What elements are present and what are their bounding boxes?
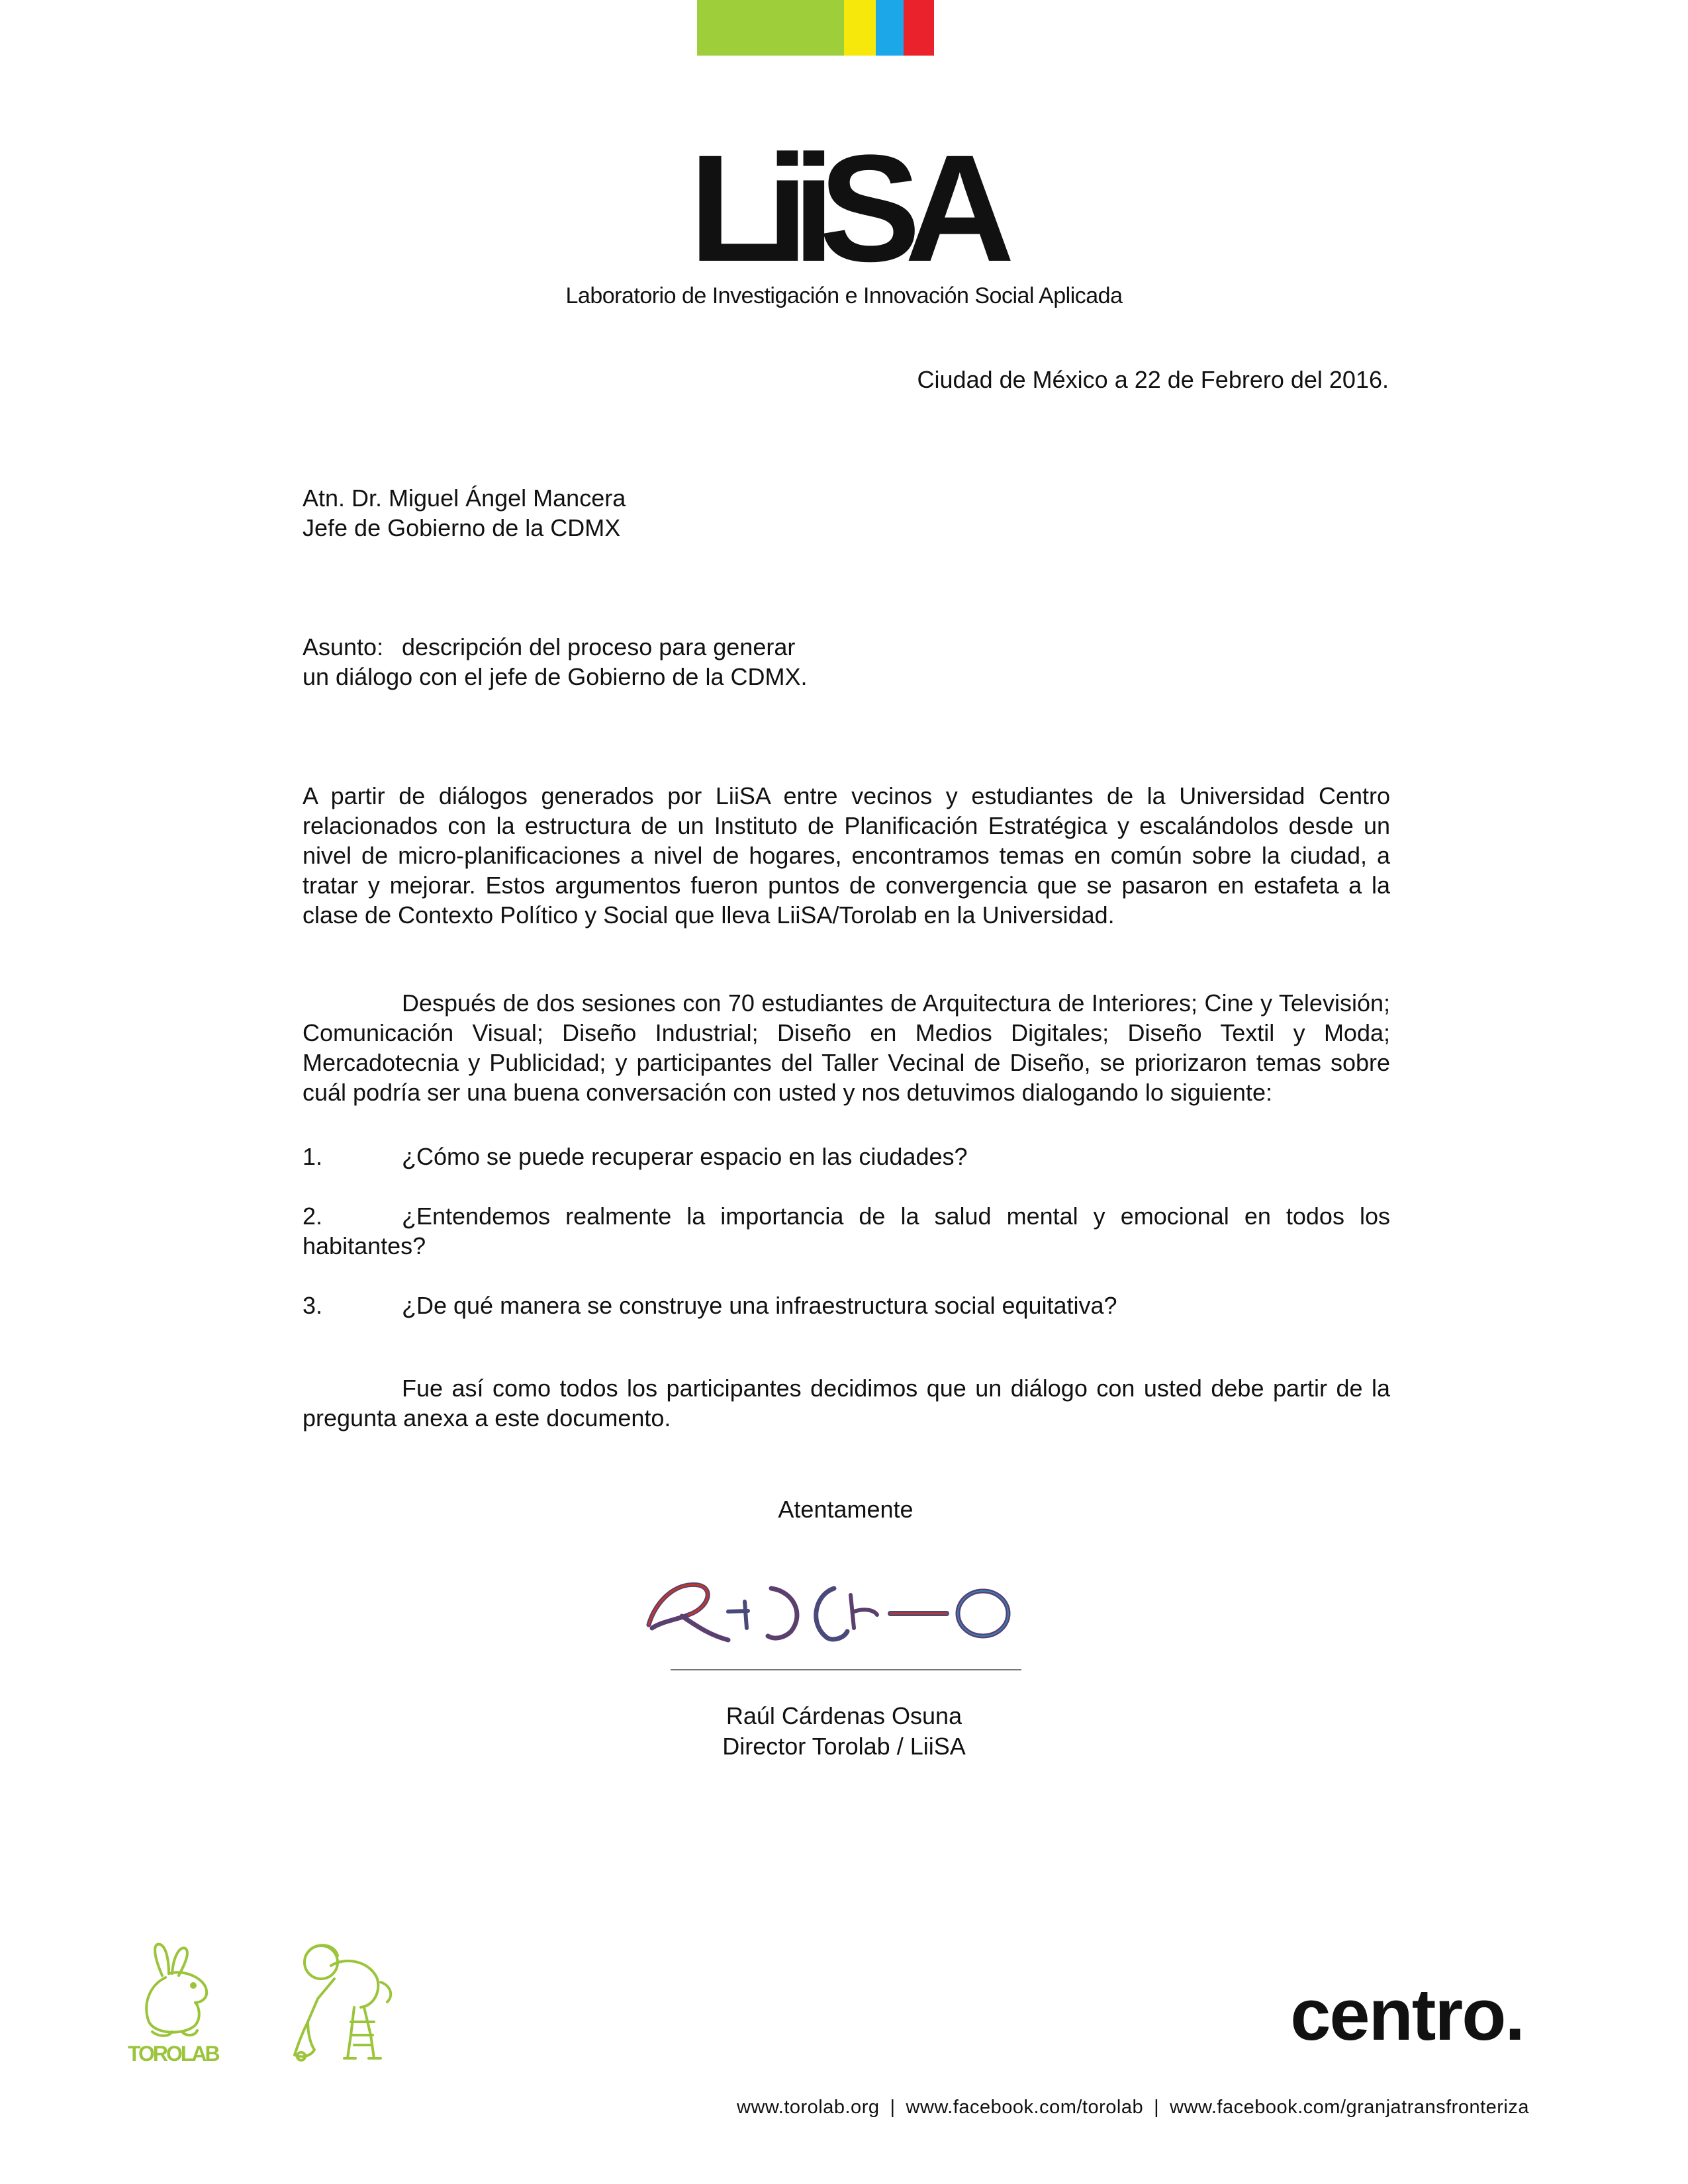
liisa-logo: LiiSA: [689, 123, 999, 293]
footer-links: [737, 2097, 1529, 2118]
organization-subtitle: Laboratorio de Investigación e Innovación Social Aplicada: [565, 283, 1123, 308]
torolab-website-link[interactable]: www.torolab.org: [737, 2097, 880, 2118]
list-item-number: 1.: [303, 1143, 323, 1170]
color-bar-yellow: [844, 0, 876, 56]
subject-label: Asunto:: [303, 633, 384, 660]
list-item-number: 2.: [303, 1203, 323, 1230]
color-bar-red: [904, 0, 934, 56]
subject-line-2: un diálogo con el jefe de Gobierno de la CDMX.: [303, 663, 808, 690]
link-separator: |: [1154, 2097, 1160, 2118]
list-item: [303, 1201, 1390, 1261]
list-item-number: 3.: [303, 1292, 323, 1319]
signer: [0, 1701, 1688, 1762]
question-list: [303, 1142, 1390, 1350]
gardener-illustration-icon: [281, 1936, 414, 2068]
list-item-text: ¿De qué manera se construye una infraestructura social equitativa?: [402, 1292, 1117, 1319]
addressee: [303, 483, 1390, 543]
body-paragraph-1: A partir de diálogos generados por LiiSA entre vecinos y estudiantes de la Universidad Centro relacionados con la estructura de un Instituto de Planificación Estratégica y escalándolos desde un nivel de micro-planificaciones a nivel de hogares, encontramos temas en común sobre la ciudad, a tratar y mejorar. Estos argumentos fueron puntos de convergencia que se pasaron en estafeta a la clase de Contexto Político y Social que lleva LiiSA/Torolab en la Universidad.: [303, 782, 1390, 929]
addressee-name: Atn. Dr. Miguel Ángel Mancera: [303, 484, 626, 512]
color-bar-green: [697, 0, 844, 56]
addressee-title: Jefe de Gobierno de la CDMX: [303, 514, 621, 541]
signature-line: [671, 1669, 1021, 1670]
signer-title: Director Torolab / LiiSA: [722, 1733, 966, 1760]
letter-date: Ciudad de México a 22 de Febrero del 2016.: [917, 366, 1389, 393]
torolab-label: TOROLAB: [128, 2042, 218, 2066]
granja-facebook-link[interactable]: www.facebook.com/granjatransfronteriza: [1170, 2097, 1529, 2118]
color-bar-blue: [876, 0, 904, 56]
body-paragraph-2: Después de dos sesiones con 70 estudiantes de Arquitectura de Interiores; Cine y Televisión; Comunicación Visual; Diseño Industrial; Diseño en Medios Digitales; Diseño Textil y Moda; Mercadotecnia y Publicidad; y participantes del Taller Vecinal de Diseño, se priorizaron temas sobre cuál podría ser una buena conversación con usted y nos detuvimos dialogando lo siguiente:: [303, 989, 1390, 1106]
centro-logo: centro.: [1290, 1974, 1524, 2056]
signature: [635, 1562, 1046, 1655]
subject: [303, 632, 1390, 692]
subject-line-1: descripción del proceso para generar: [402, 633, 796, 660]
torolab-facebook-link[interactable]: www.facebook.com/torolab: [906, 2097, 1144, 2118]
list-item-text: ¿Cómo se puede recuperar espacio en las ciudades?: [402, 1143, 968, 1170]
body-paragraph-3: Fue así como todos los participantes decidimos que un diálogo con usted debe partir de la pregunta anexa a este documento.: [303, 1375, 1390, 1432]
header-color-bar: [697, 0, 934, 56]
list-item-text: ¿Entendemos realmente la importancia de la salud mental y emocional en todos los habitantes?: [303, 1203, 1390, 1259]
torolab-rabbit-icon: [132, 1939, 225, 2038]
link-separator: |: [890, 2097, 896, 2118]
list-item: [303, 1291, 1390, 1320]
signer-name: Raúl Cárdenas Osuna: [726, 1702, 962, 1729]
list-item: [303, 1142, 1390, 1171]
closing: Atentamente: [778, 1496, 914, 1523]
